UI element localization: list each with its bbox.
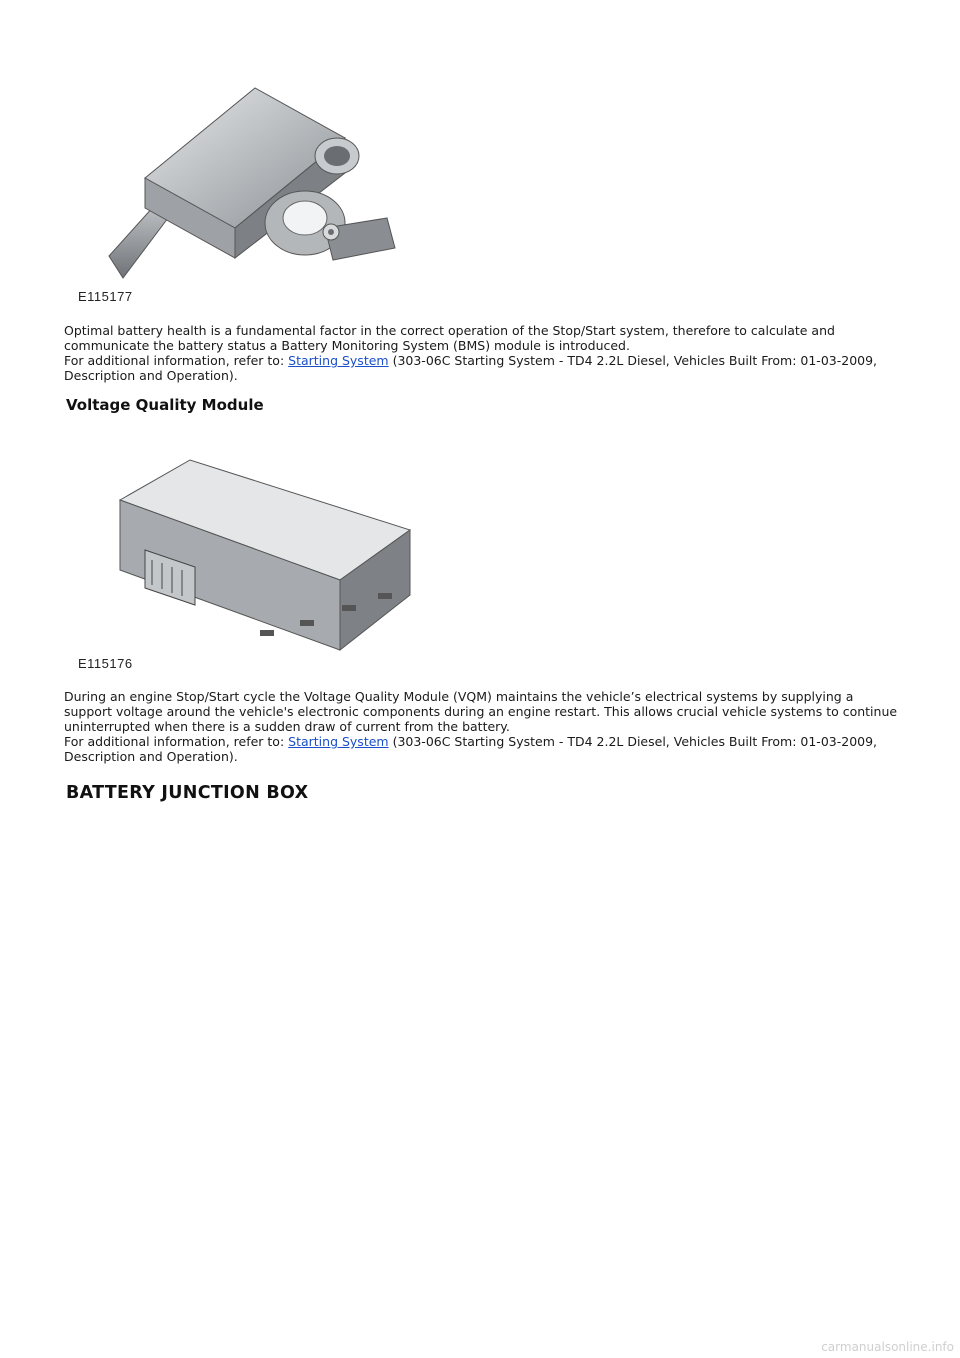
paragraph-bms-reference	[64, 353, 904, 383]
paragraph-bms-text: Optimal battery health is a fundamental factor in the correct operation of the Stop/Start system, therefore to calculate and communicate the battery status a Battery Monitoring System (BMS) module is introduced.	[64, 323, 835, 353]
figure-vqm	[100, 455, 420, 670]
voltage-quality-module-illustration	[100, 455, 420, 670]
paragraph-vqm-reference	[64, 734, 904, 764]
paragraph-vqm	[64, 689, 904, 764]
section-heading-vqm: Voltage Quality Module	[66, 396, 264, 414]
watermark: carmanualsonline.info	[821, 1340, 954, 1354]
figure-label-1: E115177	[78, 289, 133, 304]
figure-label-2: E115176	[78, 656, 133, 671]
section-heading-bjb: BATTERY JUNCTION BOX	[66, 783, 309, 803]
paragraph-bms	[64, 323, 904, 383]
paragraph-vqm-text: During an engine Stop/Start cycle the Voltage Quality Module (VQM) maintains the vehicle’s electrical systems by supplying a support voltage around the vehicle's electronic components during an engine restart. This allows crucial vehicle systems to continue uninterrupted when there is a sudden draw of current from the battery.	[64, 689, 898, 734]
starting-system-link-2[interactable]: Starting System	[288, 734, 389, 749]
reference-prefix: For additional information, refer to:	[64, 734, 289, 749]
reference-prefix: For additional information, refer to:	[64, 353, 289, 368]
figure-bms-sensor	[105, 78, 405, 298]
starting-system-link-1[interactable]: Starting System	[288, 353, 389, 368]
reference-suffix: (303-06C Starting System - TD4 2.2L Diesel, Vehicles Built From: 01-03-2009, Description and Operation).	[64, 734, 878, 764]
reference-suffix: (303-06C Starting System - TD4 2.2L Diesel, Vehicles Built From: 01-03-2009, Description and Operation).	[64, 353, 878, 383]
battery-monitoring-sensor-illustration	[105, 78, 405, 298]
